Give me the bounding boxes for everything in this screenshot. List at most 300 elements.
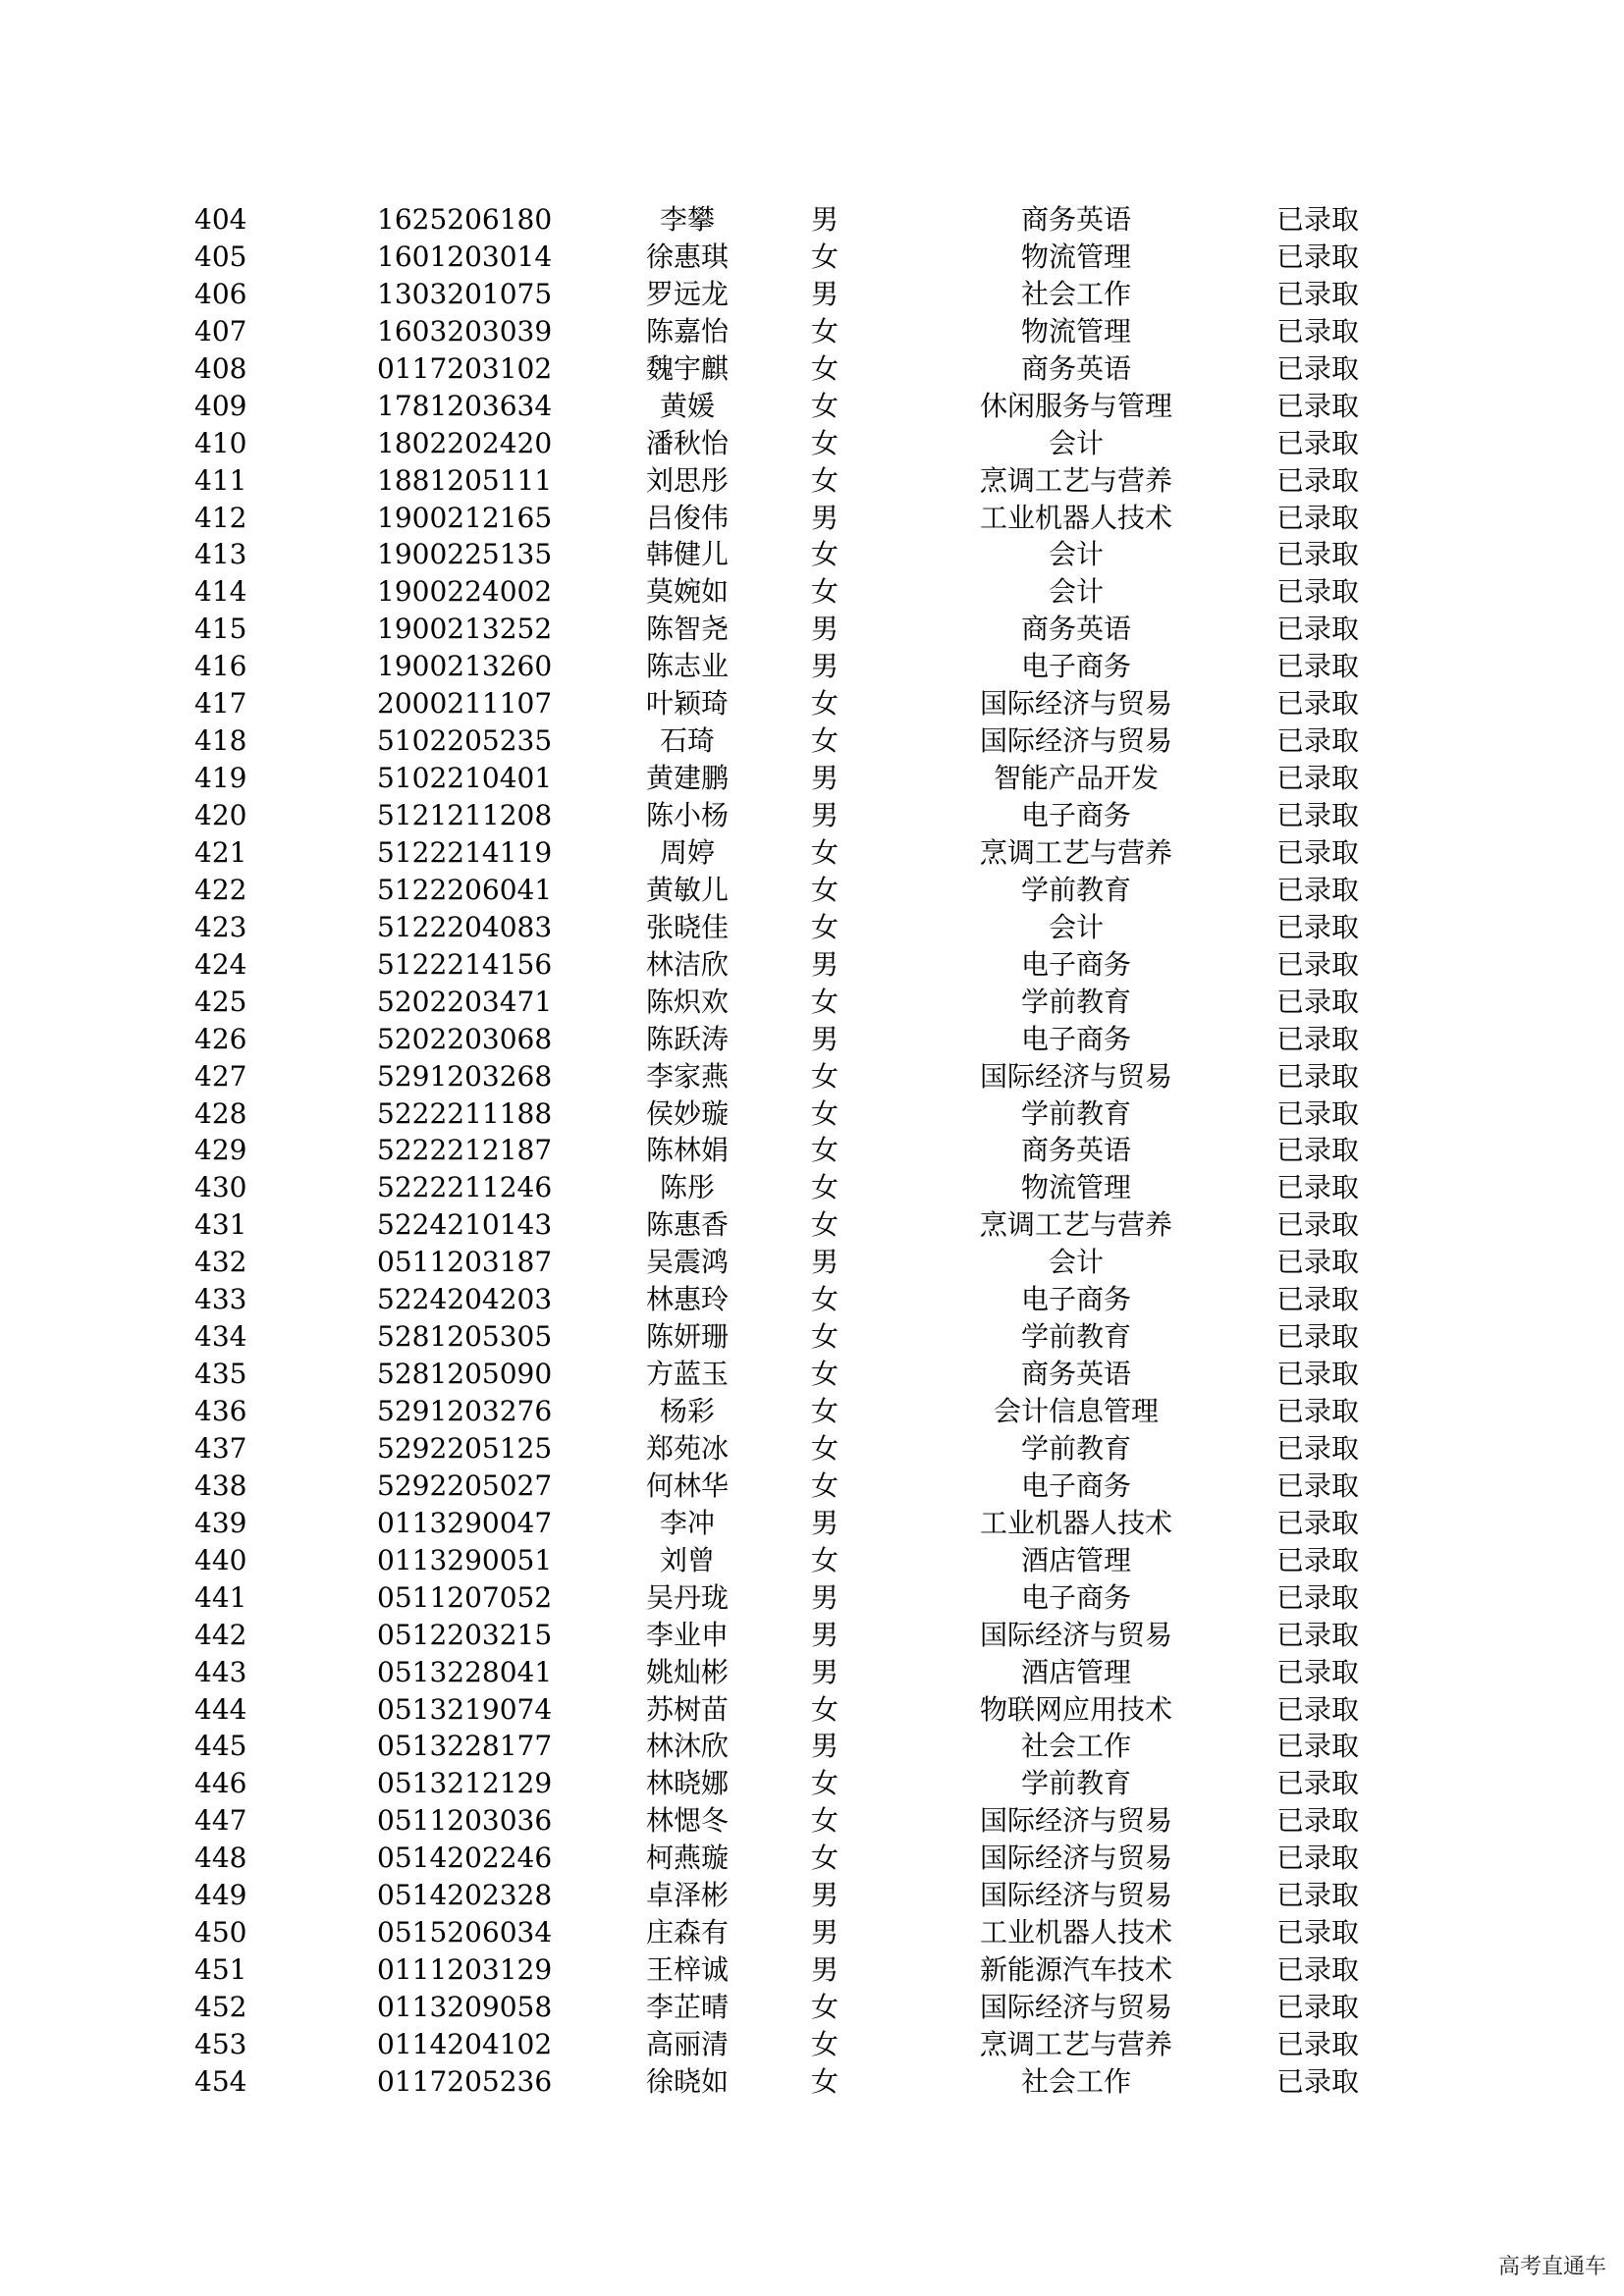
student-name: 苏树苗: [645, 1692, 729, 1726]
table-row: [0, 1318, 1624, 1356]
admission-status: 已录取: [1276, 240, 1360, 273]
table-row: [0, 1579, 1624, 1617]
student-name: 韩健儿: [645, 538, 729, 571]
student-id: 0515206034: [377, 1916, 553, 1949]
major: 国际经济与贸易: [979, 1059, 1172, 1093]
table-row: [0, 1951, 1624, 1989]
student-id: 0511207052: [377, 1580, 553, 1614]
gender: 女: [810, 1134, 839, 1167]
gender: 女: [810, 575, 839, 609]
table-row: [0, 1058, 1624, 1095]
student-id: 0114204102: [377, 2027, 553, 2060]
major: 商务英语: [1020, 613, 1131, 646]
row-number: 443: [194, 1655, 247, 1688]
gender: 男: [810, 1618, 839, 1651]
student-name: 陈炽欢: [645, 985, 729, 1018]
student-name: 吴丹珑: [645, 1580, 729, 1614]
student-id: 5224210143: [377, 1208, 553, 1242]
student-name: 陈惠香: [645, 1208, 729, 1242]
table-row: [0, 1505, 1624, 1542]
student-id: 5102205235: [377, 724, 553, 758]
table-row: [0, 1132, 1624, 1169]
table-row: [0, 1765, 1624, 1802]
student-name: 李冲: [659, 1506, 715, 1539]
student-id: 1603203039: [377, 314, 553, 347]
major: 物联网应用技术: [979, 1692, 1172, 1726]
gender: 女: [810, 463, 839, 497]
student-id: 0511203036: [377, 1804, 553, 1838]
admission-status: 已录取: [1276, 1468, 1360, 1502]
student-name: 莫婉如: [645, 575, 729, 609]
row-number: 429: [194, 1134, 247, 1167]
table-row: [0, 201, 1624, 239]
row-number: 435: [194, 1358, 247, 1391]
student-name: 陈跃涛: [645, 1022, 729, 1055]
gender: 男: [810, 1506, 839, 1539]
student-name: 徐惠琪: [645, 240, 729, 273]
admission-status: 已录取: [1276, 1431, 1360, 1465]
row-number: 449: [194, 1879, 247, 1912]
table-row: [0, 2063, 1624, 2101]
gender: 男: [810, 501, 839, 534]
table-row: [0, 1021, 1624, 1058]
row-number: 434: [194, 1320, 247, 1354]
major: 电子商务: [1020, 1580, 1131, 1614]
row-number: 450: [194, 1916, 247, 1949]
table-row: [0, 1691, 1624, 1729]
row-number: 408: [194, 351, 247, 385]
admission-status: 已录取: [1276, 501, 1360, 534]
gender: 女: [810, 538, 839, 571]
student-name: 林沐欣: [645, 1730, 729, 1763]
gender: 男: [810, 650, 839, 683]
student-name: 黄媛: [659, 389, 715, 422]
gender: 女: [810, 1991, 839, 2023]
gender: 男: [810, 203, 839, 236]
student-id: 5292205027: [377, 1468, 553, 1502]
student-id: 0111203129: [377, 1953, 553, 1987]
student-name: 陈妍珊: [645, 1320, 729, 1354]
major: 电子商务: [1020, 1022, 1131, 1055]
student-id: 1303201075: [377, 277, 553, 310]
gender: 女: [810, 426, 839, 459]
row-number: 453: [194, 2027, 247, 2060]
admission-status: 已录取: [1276, 613, 1360, 646]
row-number: 442: [194, 1618, 247, 1651]
row-number: 404: [194, 203, 247, 236]
student-name: 陈彤: [659, 1171, 715, 1204]
table-row: [0, 872, 1624, 909]
gender: 女: [810, 1395, 839, 1427]
admission-status: 已录取: [1276, 277, 1360, 310]
student-id: 5281205305: [377, 1320, 553, 1354]
table-row: [0, 1802, 1624, 1840]
row-number: 420: [194, 799, 247, 831]
student-id: 2000211107: [377, 687, 553, 721]
major: 会计: [1048, 538, 1104, 571]
student-name: 张晓佳: [645, 910, 729, 943]
table-row: [0, 1728, 1624, 1765]
table-row: [0, 1206, 1624, 1244]
major: 烹调工艺与营养: [979, 1208, 1172, 1242]
admission-status: 已录取: [1276, 1171, 1360, 1204]
student-name: 潘秋怡: [645, 426, 729, 459]
major: 烹调工艺与营养: [979, 463, 1172, 497]
student-name: 陈林娟: [645, 1134, 729, 1167]
admission-status: 已录取: [1276, 947, 1360, 981]
student-id: 5122204083: [377, 910, 553, 943]
gender: 女: [810, 873, 839, 906]
table-row: [0, 1877, 1624, 1914]
admission-status: 已录取: [1276, 463, 1360, 497]
gender: 男: [810, 613, 839, 646]
admission-status: 已录取: [1276, 389, 1360, 422]
admission-status: 已录取: [1276, 314, 1360, 347]
gender: 女: [810, 1320, 839, 1354]
admission-status: 已录取: [1276, 835, 1360, 869]
student-id: 5224204203: [377, 1283, 553, 1316]
row-number: 430: [194, 1171, 247, 1204]
table-row: [0, 946, 1624, 984]
major: 国际经济与贸易: [979, 1842, 1172, 1875]
gender: 女: [810, 1692, 839, 1726]
student-name: 何林华: [645, 1468, 729, 1502]
major: 电子商务: [1020, 1468, 1131, 1502]
student-id: 5122214156: [377, 947, 553, 981]
major: 国际经济与贸易: [979, 1991, 1172, 2023]
gender: 男: [810, 799, 839, 831]
major: 电子商务: [1020, 799, 1131, 831]
major: 物流管理: [1020, 1171, 1131, 1204]
admission-status: 已录取: [1276, 2064, 1360, 2098]
gender: 女: [810, 1283, 839, 1316]
student-id: 1625206180: [377, 203, 553, 236]
table-row: [0, 462, 1624, 500]
admission-status: 已录取: [1276, 650, 1360, 683]
table-row: [0, 611, 1624, 648]
major: 学前教育: [1020, 1431, 1131, 1465]
admission-status: 已录取: [1276, 910, 1360, 943]
watermark-text: 高考直通车: [1497, 2255, 1606, 2279]
major: 社会工作: [1020, 2064, 1131, 2098]
table-row: [0, 2026, 1624, 2063]
gender: 女: [810, 687, 839, 721]
major: 休闲服务与管理: [979, 389, 1172, 422]
student-name: 李芷晴: [645, 1991, 729, 2023]
gender: 女: [810, 351, 839, 385]
row-number: 446: [194, 1767, 247, 1800]
table-row: [0, 350, 1624, 388]
table-row: [0, 239, 1624, 276]
row-number: 444: [194, 1692, 247, 1726]
row-number: 405: [194, 240, 247, 273]
admission-status: 已录取: [1276, 799, 1360, 831]
student-name: 李业申: [645, 1618, 729, 1651]
table-row: [0, 1989, 1624, 2026]
major: 学前教育: [1020, 985, 1131, 1018]
admission-status: 已录取: [1276, 351, 1360, 385]
student-id: 0514202246: [377, 1842, 553, 1875]
gender: 女: [810, 1096, 839, 1130]
gender: 女: [810, 2027, 839, 2060]
admission-status: 已录取: [1276, 1916, 1360, 1949]
admission-status: 已录取: [1276, 1804, 1360, 1838]
table-row: [0, 388, 1624, 425]
row-number: 407: [194, 314, 247, 347]
row-number: 412: [194, 501, 247, 534]
student-id: 0113290051: [377, 1543, 553, 1576]
student-id: 1900213252: [377, 613, 553, 646]
major: 学前教育: [1020, 1767, 1131, 1800]
major: 商务英语: [1020, 1358, 1131, 1391]
admission-status: 已录取: [1276, 1022, 1360, 1055]
student-name: 石琦: [659, 724, 715, 758]
student-name: 卓泽彬: [645, 1879, 729, 1912]
gender: 男: [810, 762, 839, 795]
row-number: 417: [194, 687, 247, 721]
student-id: 0113290047: [377, 1506, 553, 1539]
student-name: 刘思彤: [645, 463, 729, 497]
student-id: 0113209058: [377, 1991, 553, 2023]
table-row: [0, 573, 1624, 611]
gender: 男: [810, 1022, 839, 1055]
student-id: 5222211188: [377, 1096, 553, 1130]
table-row: [0, 1281, 1624, 1318]
row-number: 451: [194, 1953, 247, 1987]
major: 商务英语: [1020, 351, 1131, 385]
student-id: 0514202328: [377, 1879, 553, 1912]
student-name: 侯妙璇: [645, 1096, 729, 1130]
major: 商务英语: [1020, 1134, 1131, 1167]
row-number: 452: [194, 1991, 247, 2023]
admission-status: 已录取: [1276, 1543, 1360, 1576]
student-name: 林愢冬: [645, 1804, 729, 1838]
row-number: 437: [194, 1431, 247, 1465]
admission-status: 已录取: [1276, 985, 1360, 1018]
admission-status: 已录取: [1276, 762, 1360, 795]
student-id: 0117205236: [377, 2064, 553, 2098]
major: 学前教育: [1020, 873, 1131, 906]
admission-status: 已录取: [1276, 1879, 1360, 1912]
student-name: 陈智尧: [645, 613, 729, 646]
major: 国际经济与贸易: [979, 687, 1172, 721]
table-row: [0, 984, 1624, 1021]
student-name: 刘曾: [659, 1543, 715, 1576]
row-number: 440: [194, 1543, 247, 1576]
table-row: [0, 1244, 1624, 1281]
student-id: 5202203471: [377, 985, 553, 1018]
student-id: 0513228177: [377, 1730, 553, 1763]
row-number: 441: [194, 1580, 247, 1614]
major: 工业机器人技术: [979, 1506, 1172, 1539]
gender: 女: [810, 1842, 839, 1875]
table-row: [0, 276, 1624, 313]
major: 会计信息管理: [993, 1395, 1159, 1427]
row-number: 410: [194, 426, 247, 459]
student-id: 0513212129: [377, 1767, 553, 1800]
admission-status: 已录取: [1276, 1395, 1360, 1427]
major: 电子商务: [1020, 650, 1131, 683]
major: 国际经济与贸易: [979, 1879, 1172, 1912]
gender: 女: [810, 2064, 839, 2098]
gender: 女: [810, 1358, 839, 1391]
table-row: [0, 536, 1624, 573]
major: 智能产品开发: [993, 762, 1159, 795]
row-number: 447: [194, 1804, 247, 1838]
row-number: 418: [194, 724, 247, 758]
gender: 女: [810, 314, 839, 347]
student-id: 5121211208: [377, 799, 553, 831]
table-row: [0, 760, 1624, 797]
gender: 男: [810, 1879, 839, 1912]
admission-status: 已录取: [1276, 724, 1360, 758]
student-name: 林晓娜: [645, 1767, 729, 1800]
student-name: 陈嘉怡: [645, 314, 729, 347]
row-number: 426: [194, 1022, 247, 1055]
student-id: 0117203102: [377, 351, 553, 385]
major: 烹调工艺与营养: [979, 835, 1172, 869]
row-number: 413: [194, 538, 247, 571]
gender: 女: [810, 240, 839, 273]
gender: 女: [810, 1543, 839, 1576]
student-id: 1900225135: [377, 538, 553, 571]
admission-status: 已录取: [1276, 1320, 1360, 1354]
major: 商务英语: [1020, 203, 1131, 236]
student-name: 吕俊伟: [645, 501, 729, 534]
admission-status: 已录取: [1276, 1506, 1360, 1539]
table-row: [0, 1468, 1624, 1505]
gender: 男: [810, 1953, 839, 1987]
table-row: [0, 1840, 1624, 1877]
admission-status: 已录取: [1276, 1991, 1360, 2023]
gender: 男: [810, 1580, 839, 1614]
admission-status: 已录取: [1276, 1655, 1360, 1688]
admission-status: 已录取: [1276, 538, 1360, 571]
table-row: [0, 425, 1624, 462]
student-id: 5222211246: [377, 1171, 553, 1204]
major: 国际经济与贸易: [979, 1804, 1172, 1838]
gender: 女: [810, 835, 839, 869]
admission-status: 已录取: [1276, 1283, 1360, 1316]
student-id: 1601203014: [377, 240, 553, 273]
student-name: 杨彩: [659, 1395, 715, 1427]
major: 会计: [1048, 426, 1104, 459]
student-id: 0513219074: [377, 1692, 553, 1726]
gender: 男: [810, 1655, 839, 1688]
row-number: 438: [194, 1468, 247, 1502]
major: 酒店管理: [1020, 1543, 1131, 1576]
major: 酒店管理: [1020, 1655, 1131, 1688]
student-id: 0513228041: [377, 1655, 553, 1688]
admission-status: 已录取: [1276, 1059, 1360, 1093]
row-number: 433: [194, 1283, 247, 1316]
table-row: [0, 1914, 1624, 1951]
major: 国际经济与贸易: [979, 1618, 1172, 1651]
row-number: 415: [194, 613, 247, 646]
major: 国际经济与贸易: [979, 724, 1172, 758]
gender: 女: [810, 1767, 839, 1800]
major: 学前教育: [1020, 1096, 1131, 1130]
row-number: 439: [194, 1506, 247, 1539]
student-id: 5222212187: [377, 1134, 553, 1167]
major: 烹调工艺与营养: [979, 2027, 1172, 2060]
student-name: 郑苑冰: [645, 1431, 729, 1465]
student-id: 1900213260: [377, 650, 553, 683]
table-row: [0, 1542, 1624, 1579]
table-row: [0, 797, 1624, 834]
major: 社会工作: [1020, 277, 1131, 310]
table-row: [0, 1356, 1624, 1393]
row-number: 445: [194, 1730, 247, 1763]
row-number: 431: [194, 1208, 247, 1242]
student-id: 1802202420: [377, 426, 553, 459]
gender: 男: [810, 1730, 839, 1763]
table-row: [0, 1095, 1624, 1133]
row-number: 419: [194, 762, 247, 795]
admission-status: 已录取: [1276, 2027, 1360, 2060]
table-row: [0, 722, 1624, 760]
student-id: 5102210401: [377, 762, 553, 795]
row-number: 424: [194, 947, 247, 981]
major: 物流管理: [1020, 314, 1131, 347]
student-id: 5292205125: [377, 1431, 553, 1465]
row-number: 411: [194, 463, 247, 497]
student-id: 5291203268: [377, 1059, 553, 1093]
student-name: 李家燕: [645, 1059, 729, 1093]
row-number: 416: [194, 650, 247, 683]
admission-status: 已录取: [1276, 1134, 1360, 1167]
student-name: 徐晓如: [645, 2064, 729, 2098]
admission-status: 已录取: [1276, 426, 1360, 459]
student-name: 黄建鹏: [645, 762, 729, 795]
table-row: [0, 1617, 1624, 1654]
table-row: [0, 1654, 1624, 1691]
row-number: 422: [194, 873, 247, 906]
gender: 女: [810, 1468, 839, 1502]
row-number: 425: [194, 985, 247, 1018]
major: 新能源汽车技术: [979, 1953, 1172, 1987]
admission-status: 已录取: [1276, 687, 1360, 721]
table-row: [0, 1169, 1624, 1206]
gender: 男: [810, 1916, 839, 1949]
row-number: 414: [194, 575, 247, 609]
admission-status: 已录取: [1276, 1730, 1360, 1763]
major: 工业机器人技术: [979, 501, 1172, 534]
student-id: 5281205090: [377, 1358, 553, 1391]
admission-status: 已录取: [1276, 1580, 1360, 1614]
student-name: 叶颖琦: [645, 687, 729, 721]
student-name: 罗远龙: [645, 277, 729, 310]
gender: 女: [810, 724, 839, 758]
student-id: 1781203634: [377, 389, 553, 422]
student-id: 5122206041: [377, 873, 553, 906]
row-number: 427: [194, 1059, 247, 1093]
admission-status: 已录取: [1276, 873, 1360, 906]
student-name: 陈志业: [645, 650, 729, 683]
table-row: [0, 685, 1624, 722]
row-number: 432: [194, 1246, 247, 1279]
row-number: 454: [194, 2064, 247, 2098]
gender: 女: [810, 1804, 839, 1838]
major: 物流管理: [1020, 240, 1131, 273]
student-name: 周婷: [659, 835, 715, 869]
admission-status: 已录取: [1276, 1096, 1360, 1130]
gender: 男: [810, 1246, 839, 1279]
admission-status: 已录取: [1276, 575, 1360, 609]
gender: 女: [810, 1171, 839, 1204]
student-id: 0512203215: [377, 1618, 553, 1651]
student-id: 1900212165: [377, 501, 553, 534]
